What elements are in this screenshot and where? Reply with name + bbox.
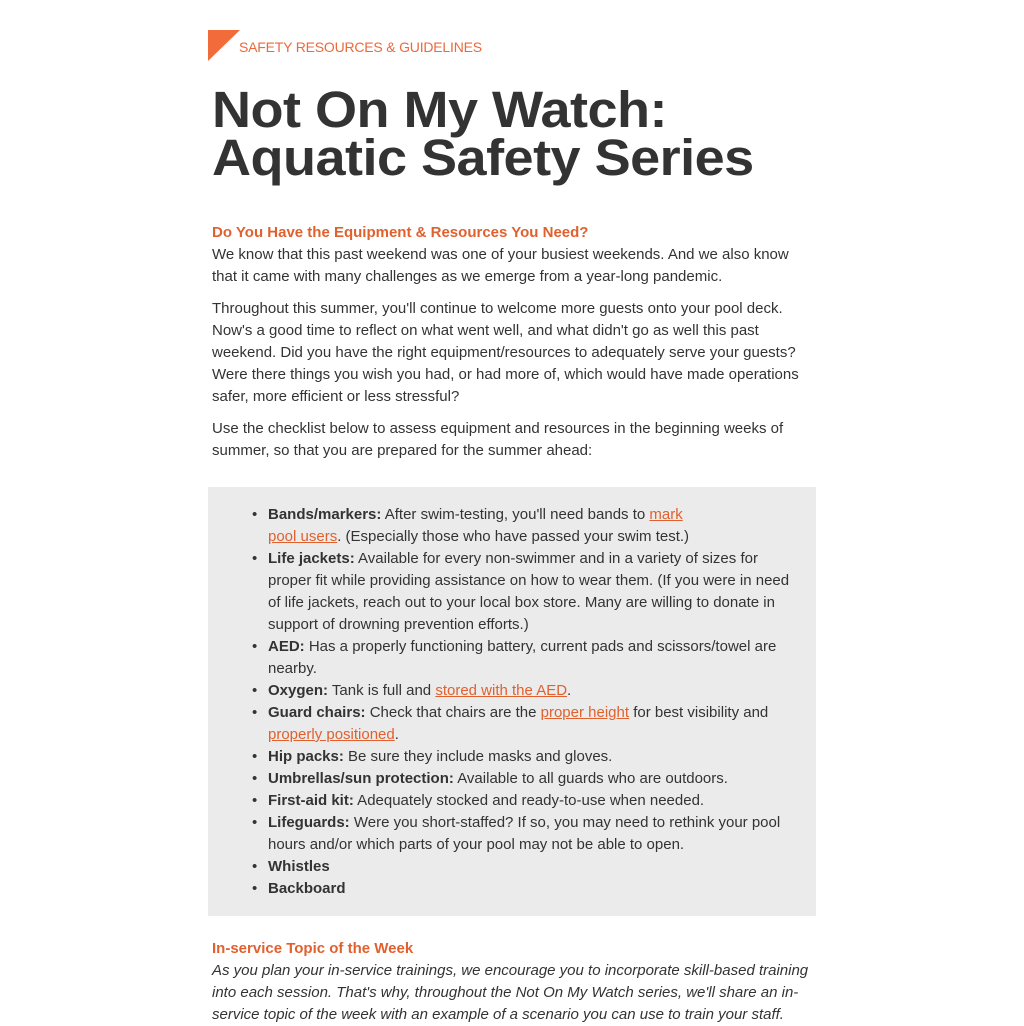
- intro-paragraph: We know that this past weekend was one of your busiest weekends. And we also know that it came with many challenges as we emerge from a year-long pandemic.: [212, 246, 789, 285]
- list-item: • Oxygen: Tank is full and stored with the AED.: [268, 680, 798, 702]
- list-item: • AED: Has a properly functioning battery, current pads and scissors/towel are nearby.: [268, 636, 798, 680]
- title-line-1: Not On My Watch:: [212, 81, 668, 138]
- brand-header: [208, 30, 482, 62]
- stored-with-aed-link[interactable]: stored with the AED: [435, 682, 568, 699]
- inservice-heading: In-service Topic of the Week: [212, 940, 414, 957]
- list-item: • Lifeguards: Were you short-staffed? If so, you may need to rethink your pool hours and/or which parts of your pool may not be able to open.: [268, 812, 798, 856]
- equipment-heading: Do You Have the Equipment & Resources You Need?: [212, 224, 589, 241]
- page-title: [212, 81, 754, 186]
- inservice-paragraph: As you plan your in-service trainings, we encourage you to incorporate skill-based training into each session. That's why, throughout the Not On My Watch series, we'll share an in-service topic of the week with an example of a scenario you can use to train your staff.: [212, 962, 809, 1023]
- title-line-2: Aquatic Safety Series: [212, 129, 754, 186]
- checklist-box: [208, 487, 816, 916]
- list-item: • Backboard: [268, 878, 798, 900]
- properly-positioned-link[interactable]: properly positioned: [268, 726, 395, 743]
- reflect-paragraph: Throughout this summer, you'll continue to welcome more guests onto your pool deck. Now's a good time to reflect on what went well, and what didn't go as well this past weekend. Did you have the right equipment/resources to adequately serve your guests? Were there things you wish you had, or had more of, which would have made operations safer, more efficient or less stressful?: [212, 300, 799, 405]
- list-item: • Hip packs: Be sure they include masks and gloves.: [268, 746, 798, 768]
- proper-height-link[interactable]: proper height: [540, 704, 630, 721]
- list-item: • Umbrellas/sun protection: Available to all guards who are outdoors.: [268, 768, 798, 790]
- brand-label: SAFETY RESOURCES & GUIDELINES: [239, 39, 482, 55]
- equipment-section: [212, 222, 814, 462]
- list-item: • Whistles: [268, 856, 798, 878]
- inservice-section: [212, 938, 814, 1026]
- brand-triangle-icon: [208, 30, 240, 62]
- list-item: • First-aid kit: Adequately stocked and ready-to-use when needed.: [268, 790, 798, 812]
- list-item: • Guard chairs: Check that chairs are the proper height for best visibility and properly positioned.: [268, 702, 798, 746]
- list-item: • Life jackets: Available for every non-swimmer and in a variety of sizes for proper fit while providing assistance on how to wear them. (If you were in need of life jackets, reach out to your local box store. Many are willing to donate in support of drowning prevention efforts.): [268, 548, 798, 636]
- checklist-intro-paragraph: Use the checklist below to assess equipment and resources in the beginning weeks of summer, so that you are prepared for the summer ahead:: [212, 420, 784, 459]
- mark-pool-users-link[interactable]: mark pool users: [268, 506, 683, 545]
- list-item: • Bands/markers: After swim-testing, you'll need bands to mark pool users. (Especially those who have passed your swim test.): [268, 504, 798, 548]
- equipment-checklist: [268, 504, 798, 900]
